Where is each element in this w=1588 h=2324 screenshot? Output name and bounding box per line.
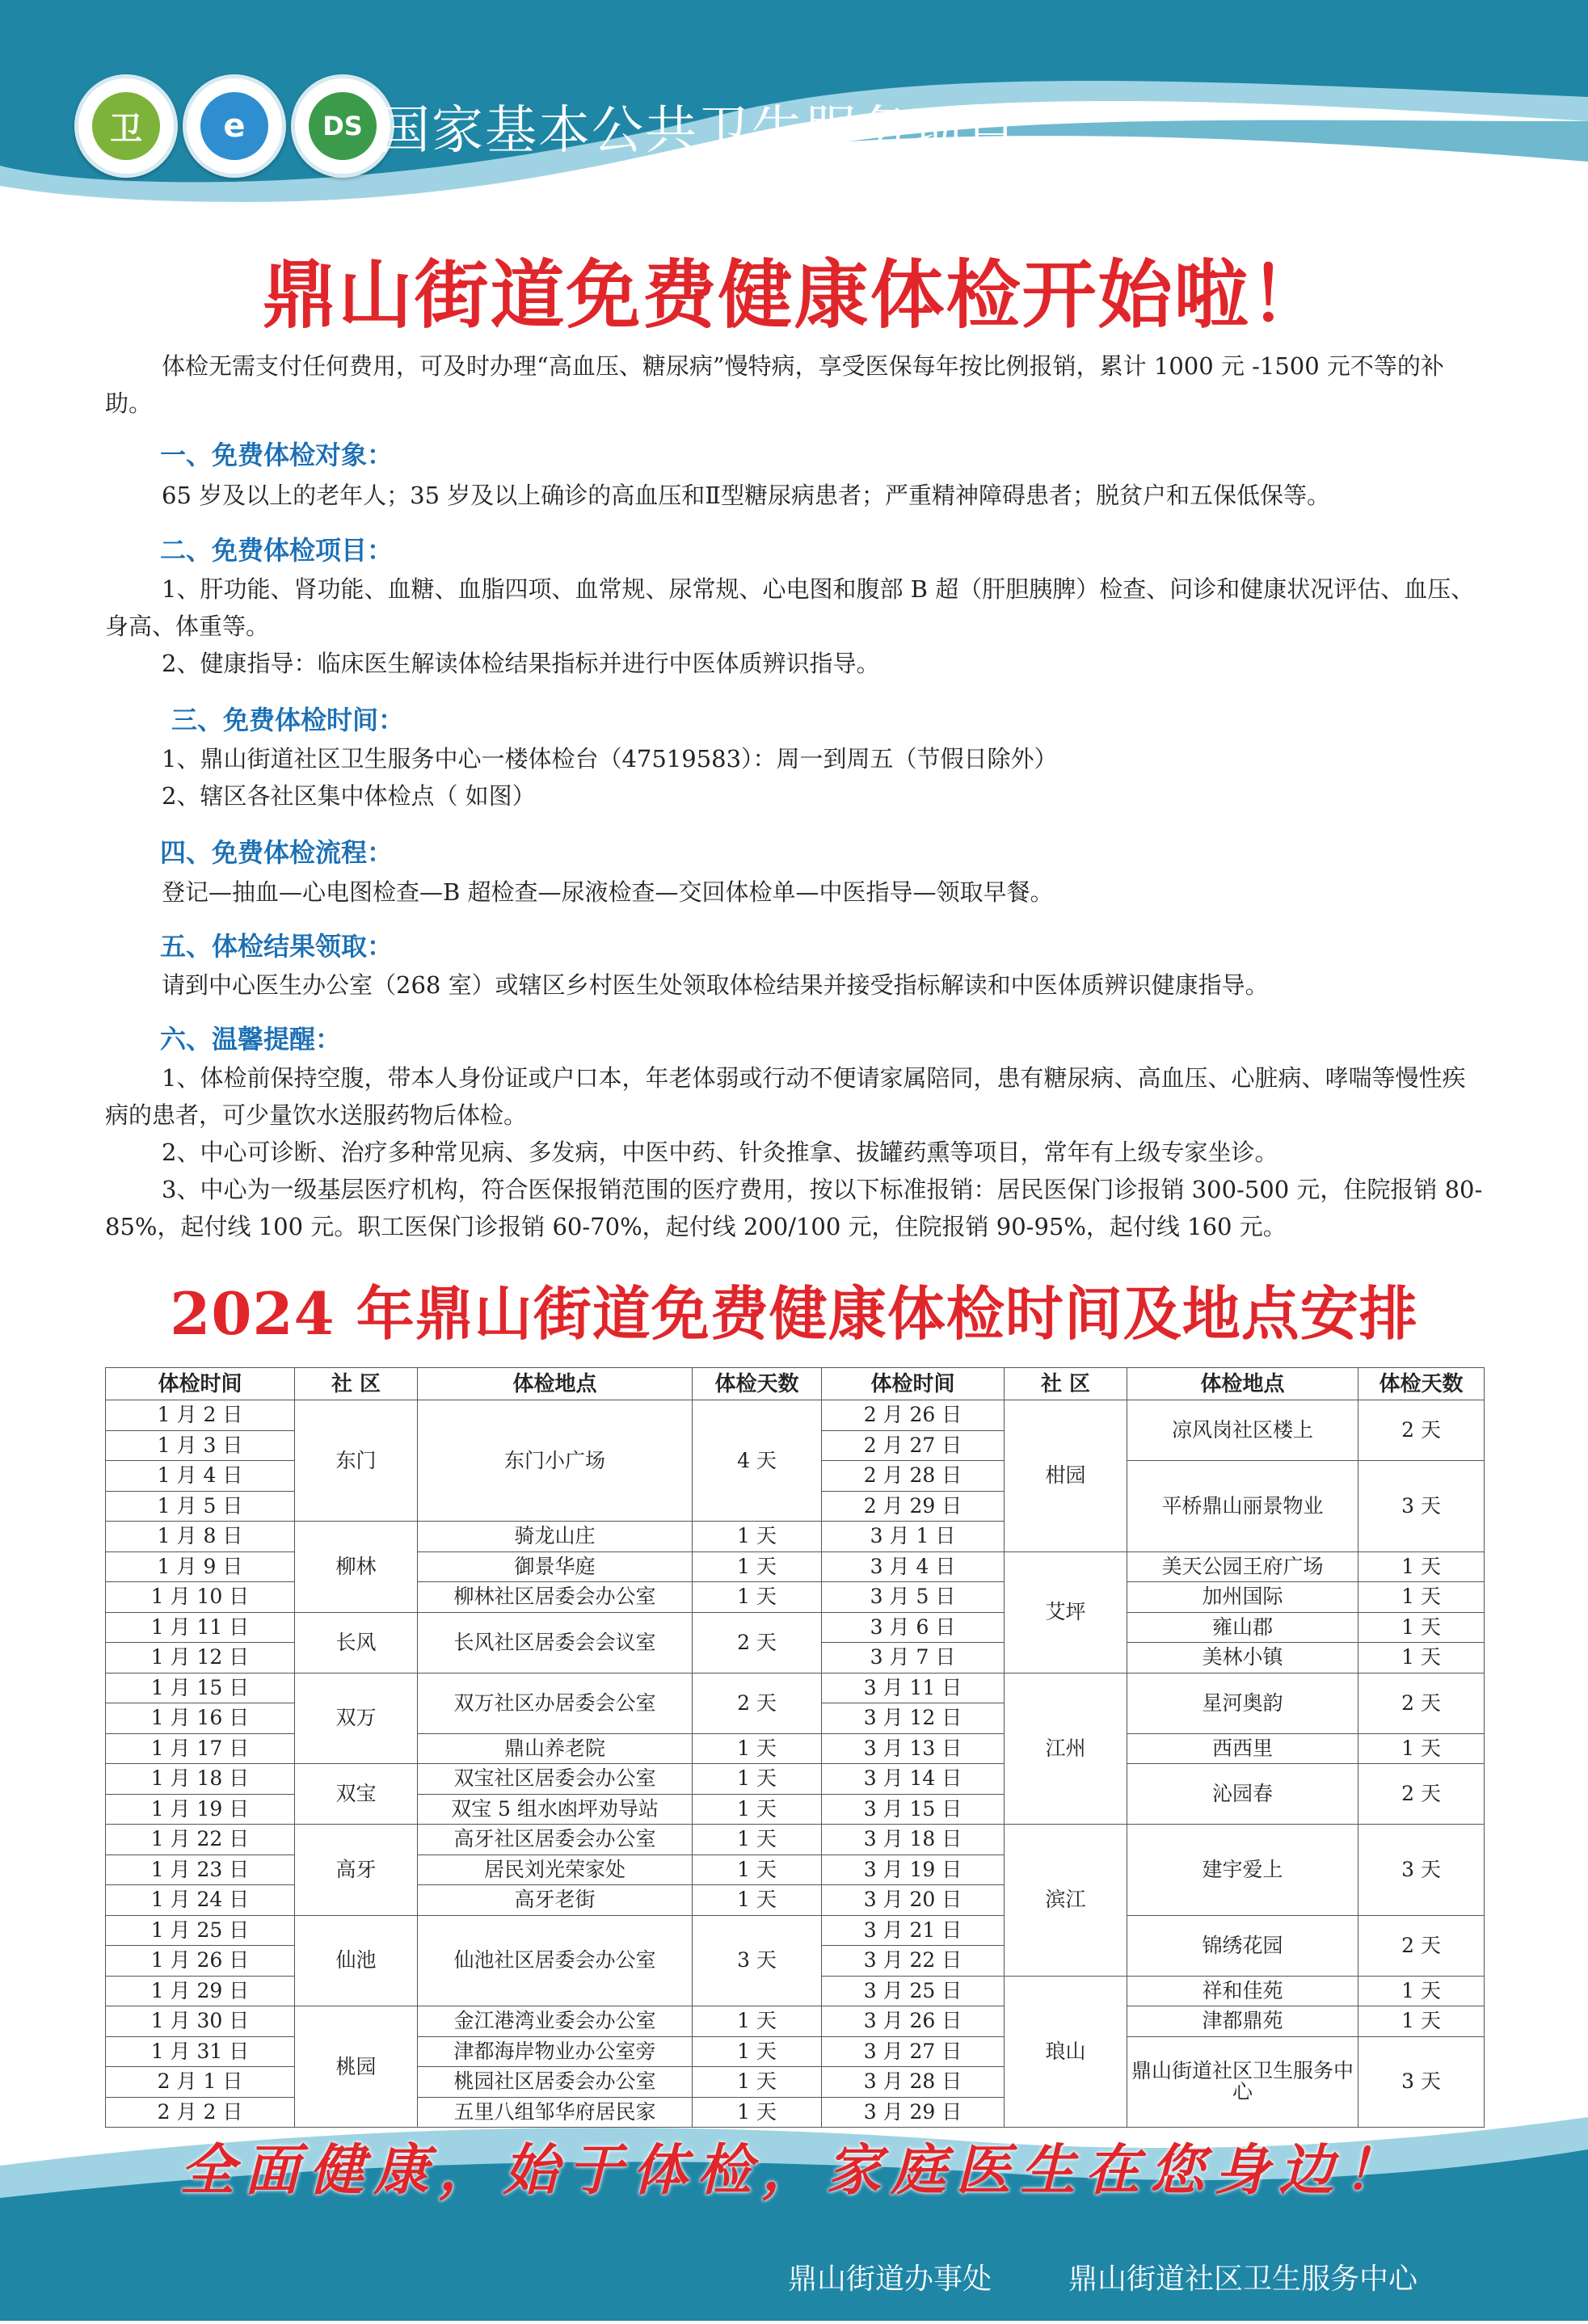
community-cell: 双万 <box>295 1673 418 1764</box>
intro-paragraph: 体检无需支付任何费用，可及时办理“高血压、糖尿病”慢特病，享受医保每年按比例报销，累计 1000 元 -1500 元不等的补助。 <box>105 352 1444 417</box>
schedule-title: 2024 年鼎山街道免费健康体检时间及地点安排 <box>170 1279 1418 1348</box>
community-cell: 滨江 <box>1005 1825 1127 1977</box>
location-cell: 平桥鼎山丽景物业 <box>1127 1461 1358 1552</box>
community-cell: 江州 <box>1005 1673 1127 1825</box>
location-cell: 居民刘光荣家处 <box>418 1855 693 1885</box>
location-cell: 祥和佳苑 <box>1127 1976 1358 2006</box>
section-heading-reminders: 六、温馨提醒： <box>160 1024 342 1055</box>
organization-office: 鼎山街道办事处 <box>788 2263 992 2296</box>
location-cell: 建宇爱上 <box>1127 1825 1358 1916</box>
days-cell: 1 天 <box>1358 1582 1485 1613</box>
location-cell: 星河奥韵 <box>1127 1673 1358 1733</box>
days-cell: 3 天 <box>693 1915 822 2006</box>
exam-date-cell: 3 月 4 日 <box>822 1551 1005 1582</box>
location-cell: 津都海岸物业办公室旁 <box>418 2036 693 2067</box>
exam-date-cell: 1 月 3 日 <box>106 1430 295 1461</box>
exam-date-cell: 2 月 26 日 <box>822 1400 1005 1431</box>
table-row <box>106 1612 1485 1643</box>
section-text: 1、肝功能、肾功能、血糖、血脂四项、血常规、尿常规、心电图和腹部 B 超（肝胆胰脾）检查、问诊和健康状况评估、血压、身高、体重等。 <box>105 575 1475 640</box>
community-cell: 双宝 <box>295 1764 418 1825</box>
community-cell: 仙池 <box>295 1915 418 2006</box>
days-cell: 1 天 <box>1358 1551 1485 1582</box>
days-cell: 2 天 <box>1358 1915 1485 1976</box>
days-cell: 1 天 <box>693 2036 822 2067</box>
organization-health-center: 鼎山街道社区卫生服务中心 <box>1068 2263 1418 2296</box>
community-cell: 琅山 <box>1005 1976 1127 2128</box>
exam-date-cell: 1 月 10 日 <box>106 1582 295 1613</box>
exam-date-cell: 1 月 26 日 <box>106 1946 295 1977</box>
table-header-row <box>106 1368 1485 1400</box>
location-cell: 雍山郡 <box>1127 1612 1358 1643</box>
location-cell: 美林小镇 <box>1127 1643 1358 1674</box>
days-cell: 2 天 <box>1358 1400 1485 1461</box>
exam-date-cell: 1 月 29 日 <box>106 1976 295 2006</box>
exam-date-cell: 1 月 11 日 <box>106 1612 295 1643</box>
days-cell: 1 天 <box>693 1522 822 1552</box>
location-cell: 五里八组邹华府居民家 <box>418 2097 693 2128</box>
community-cell: 桃园 <box>295 2006 418 2128</box>
exam-date-cell: 1 月 16 日 <box>106 1703 295 1734</box>
exam-date-cell: 1 月 23 日 <box>106 1855 295 1885</box>
days-cell: 3 天 <box>1358 1461 1485 1552</box>
exam-date-cell: 3 月 28 日 <box>822 2067 1005 2098</box>
exam-date-cell: 1 月 9 日 <box>106 1551 295 1582</box>
table-row <box>106 1764 1485 1795</box>
exam-date-cell: 3 月 25 日 <box>822 1976 1005 2006</box>
days-cell: 2 天 <box>1358 1673 1485 1733</box>
location-cell: 双宝社区居委会办公室 <box>418 1764 693 1795</box>
location-cell: 西西里 <box>1127 1733 1358 1764</box>
exam-date-cell: 3 月 14 日 <box>822 1764 1005 1795</box>
location-cell: 柳林社区居委会办公室 <box>418 1582 693 1613</box>
section-text: 登记—抽血—心电图检查—B 超检查—尿液检查—交回体检单—中医指导—领取早餐。 <box>162 878 1054 906</box>
table-row <box>106 1915 1485 1946</box>
days-cell: 1 天 <box>1358 1976 1485 2006</box>
section-text: 2、健康指导：临床医生解读体检结果指标并进行中医体质辨识指导。 <box>162 650 880 677</box>
program-title: 国家基本公共卫生服务项目 <box>378 101 1018 161</box>
days-cell: 1 天 <box>1358 1733 1485 1764</box>
exam-date-cell: 2 月 29 日 <box>822 1491 1005 1522</box>
location-cell: 长风社区居委会会议室 <box>418 1612 693 1673</box>
location-cell: 鼎山养老院 <box>418 1733 693 1764</box>
exam-date-cell: 1 月 18 日 <box>106 1764 295 1795</box>
location-cell: 桃园社区居委会办公室 <box>418 2067 693 2098</box>
days-cell: 1 天 <box>693 1764 822 1795</box>
exam-date-cell: 3 月 20 日 <box>822 1885 1005 1916</box>
days-cell: 1 天 <box>693 1825 822 1855</box>
logo-mark: 卫 <box>92 92 160 160</box>
community-cell: 东门 <box>295 1400 418 1522</box>
location-cell: 双宝 5 组水凼坪劝导站 <box>418 1794 693 1825</box>
exam-date-cell: 1 月 22 日 <box>106 1825 295 1855</box>
table-row <box>106 1673 1485 1703</box>
days-cell: 1 天 <box>1358 1612 1485 1643</box>
exam-date-cell: 3 月 21 日 <box>822 1915 1005 1946</box>
section-body <box>105 570 1487 682</box>
days-cell: 1 天 <box>1358 2006 1485 2037</box>
table-row <box>106 2006 1485 2037</box>
public-health-logo <box>183 74 286 178</box>
days-cell: 1 天 <box>693 1855 822 1885</box>
days-cell: 2 天 <box>693 1673 822 1733</box>
days-cell: 3 天 <box>1358 1825 1485 1916</box>
days-cell: 1 天 <box>693 2006 822 2037</box>
community-cell: 柳林 <box>295 1522 418 1613</box>
location-cell: 沁园春 <box>1127 1764 1358 1825</box>
exam-date-cell: 3 月 6 日 <box>822 1612 1005 1643</box>
header-date: 体检时间 <box>822 1368 1005 1400</box>
location-cell: 金江港湾业委会办公室 <box>418 2006 693 2037</box>
section-heading-process: 四、免费体检流程： <box>160 837 394 868</box>
days-cell: 1 天 <box>693 1582 822 1613</box>
exam-date-cell: 3 月 22 日 <box>822 1946 1005 1977</box>
section-heading-results: 五、体检结果领取： <box>160 931 394 962</box>
community-cell: 长风 <box>295 1612 418 1673</box>
logo-group <box>74 74 394 178</box>
days-cell: 2 天 <box>693 1612 822 1673</box>
location-cell: 高牙老街 <box>418 1885 693 1916</box>
section-text: 1、鼎山街道社区卫生服务中心一楼体检台（47519583）：周一到周五（节假日除外） <box>162 745 1058 773</box>
days-cell: 3 天 <box>1358 2036 1485 2128</box>
exam-date-cell: 3 月 13 日 <box>822 1733 1005 1764</box>
days-cell: 1 天 <box>693 1794 822 1825</box>
exam-date-cell: 3 月 7 日 <box>822 1643 1005 1674</box>
days-cell: 1 天 <box>693 1885 822 1916</box>
exam-date-cell: 1 月 19 日 <box>106 1794 295 1825</box>
exam-date-cell: 2 月 2 日 <box>106 2097 295 2128</box>
logo-mark: DS <box>309 92 377 160</box>
days-cell: 1 天 <box>693 2067 822 2098</box>
exam-date-cell: 2 月 27 日 <box>822 1430 1005 1461</box>
location-cell: 津都鼎苑 <box>1127 2006 1358 2037</box>
section-body <box>105 740 1487 815</box>
exam-date-cell: 3 月 29 日 <box>822 2097 1005 2128</box>
exam-date-cell: 1 月 17 日 <box>106 1733 295 1764</box>
table-row <box>106 1400 1485 1431</box>
community-cell: 艾坪 <box>1005 1551 1127 1673</box>
schedule-table <box>105 1367 1485 2128</box>
community-health-logo <box>74 74 178 178</box>
exam-date-cell: 1 月 4 日 <box>106 1461 295 1492</box>
exam-date-cell: 3 月 26 日 <box>822 2006 1005 2037</box>
section-text: 2、中心可诊断、治疗多种常见病、多发病，中医中药、针灸推拿、拔罐药熏等项目，常年有上级专家坐诊。 <box>162 1139 1278 1166</box>
location-cell: 仙池社区居委会办公室 <box>418 1915 693 2006</box>
location-cell: 高牙社区居委会办公室 <box>418 1825 693 1855</box>
exam-date-cell: 1 月 8 日 <box>106 1522 295 1552</box>
section-text: 65 岁及以上的老年人；35 岁及以上确诊的高血压和Ⅱ型糖尿病患者；严重精神障碍患者；脱贫户和五保低保等。 <box>162 482 1330 509</box>
exam-date-cell: 3 月 1 日 <box>822 1522 1005 1552</box>
location-cell: 御景华庭 <box>418 1551 693 1582</box>
exam-date-cell: 3 月 12 日 <box>822 1703 1005 1734</box>
exam-date-cell: 1 月 12 日 <box>106 1643 295 1674</box>
exam-date-cell: 3 月 27 日 <box>822 2036 1005 2067</box>
exam-date-cell: 2 月 1 日 <box>106 2067 295 2098</box>
exam-date-cell: 3 月 11 日 <box>822 1673 1005 1703</box>
header-days: 体检天数 <box>693 1368 822 1400</box>
exam-date-cell: 3 月 5 日 <box>822 1582 1005 1613</box>
exam-date-cell: 1 月 24 日 <box>106 1885 295 1916</box>
logo-mark: e <box>200 92 268 160</box>
header-location: 体检地点 <box>1127 1368 1358 1400</box>
location-cell: 双万社区办居委会公室 <box>418 1673 693 1733</box>
section-heading-items: 二、免费体检项目： <box>160 535 394 566</box>
header-location: 体检地点 <box>418 1368 693 1400</box>
exam-date-cell: 3 月 18 日 <box>822 1825 1005 1855</box>
days-cell: 1 天 <box>693 1733 822 1764</box>
section-text: 3、中心为一级基层医疗机构，符合医保报销范围的医疗费用，按以下标准报销：居民医保门诊报销 300-500 元，住院报销 80-85%，起付线 100 元。职工医保门诊报销 60-70%，起付线 200/100 元，住院报销 90-95%，起付线 160 元。 <box>105 1176 1483 1240</box>
header-community: 社 区 <box>295 1368 418 1400</box>
location-cell: 凉风岗社区楼上 <box>1127 1400 1358 1461</box>
exam-date-cell: 2 月 28 日 <box>822 1461 1005 1492</box>
section-text: 2、辖区各社区集中体检点（ 如图） <box>162 782 536 810</box>
exam-date-cell: 1 月 25 日 <box>106 1915 295 1946</box>
days-cell: 1 天 <box>1358 1643 1485 1674</box>
days-cell: 1 天 <box>693 2097 822 2128</box>
exam-date-cell: 1 月 15 日 <box>106 1673 295 1703</box>
header-date: 体检时间 <box>106 1368 295 1400</box>
page-title: 鼎山街道免费健康体检开始啦！ <box>262 251 1326 339</box>
section-body <box>105 1059 1487 1245</box>
days-cell: 1 天 <box>693 1551 822 1582</box>
community-cell: 柑园 <box>1005 1400 1127 1552</box>
exam-date-cell: 1 月 30 日 <box>106 2006 295 2037</box>
exam-date-cell: 1 月 2 日 <box>106 1400 295 1431</box>
schedule-body <box>106 1400 1485 2128</box>
days-cell: 4 天 <box>693 1400 822 1522</box>
location-cell: 鼎山街道社区卫生服务中心 <box>1127 2036 1358 2128</box>
exam-date-cell: 3 月 19 日 <box>822 1855 1005 1885</box>
section-heading-targets: 一、免费体检对象： <box>160 440 394 470</box>
header-days: 体检天数 <box>1358 1368 1485 1400</box>
location-cell: 加州国际 <box>1127 1582 1358 1613</box>
slogan: 全面健康，始于体检，家庭医生在您身边！ <box>179 2138 1409 2203</box>
community-cell: 高牙 <box>295 1825 418 1916</box>
table-row <box>106 1825 1485 1855</box>
section-text: 请到中心医生办公室（268 室）或辖区乡村医生处领取体检结果并接受指标解读和中医体质辨识健康指导。 <box>162 971 1269 999</box>
header-banner <box>0 0 1588 242</box>
exam-date-cell: 3 月 15 日 <box>822 1794 1005 1825</box>
header-community: 社 区 <box>1005 1368 1127 1400</box>
days-cell: 2 天 <box>1358 1764 1485 1825</box>
section-text: 1、体检前保持空腹，带本人身份证或户口本，年老体弱或行动不便请家属陪同，患有糖尿病、高血压、心脏病、哮喘等慢性疾病的患者，可少量饮水送服药物后体检。 <box>105 1064 1466 1129</box>
location-cell: 骑龙山庄 <box>418 1522 693 1552</box>
location-cell: 锦绣花园 <box>1127 1915 1358 1976</box>
location-cell: 东门小广场 <box>418 1400 693 1522</box>
exam-date-cell: 1 月 31 日 <box>106 2036 295 2067</box>
location-cell: 美天公园王府广场 <box>1127 1551 1358 1582</box>
section-heading-time: 三、免费体检时间： <box>171 705 405 735</box>
exam-date-cell: 1 月 5 日 <box>106 1491 295 1522</box>
